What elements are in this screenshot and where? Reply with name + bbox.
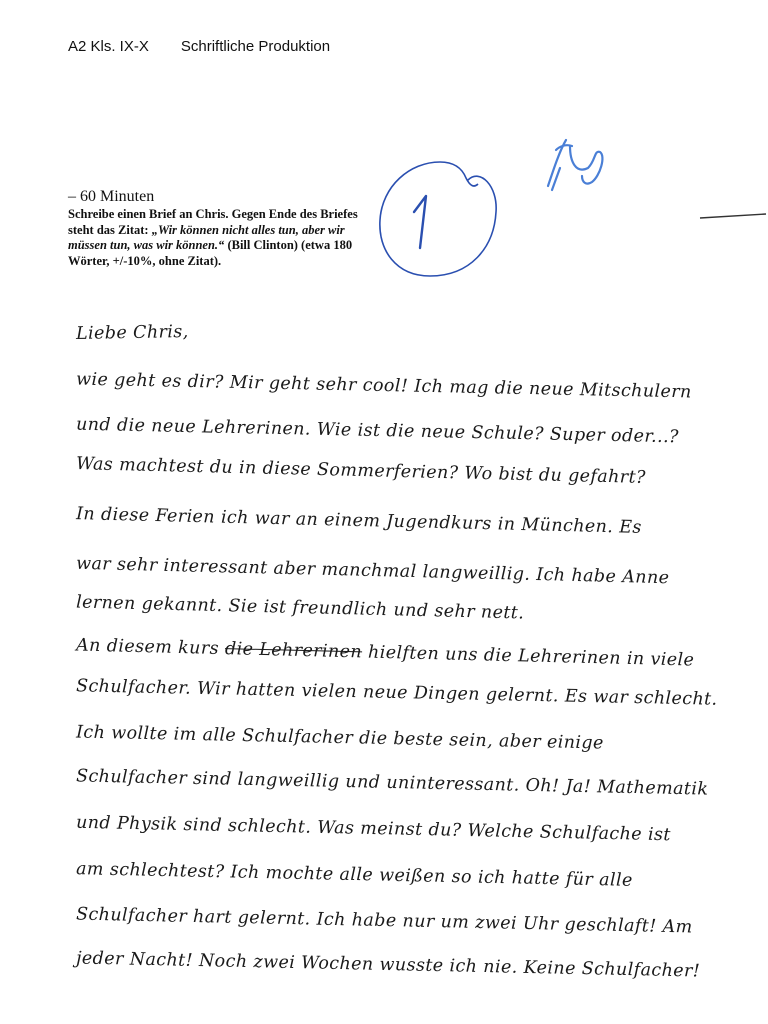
letter-line-14: jeder Nacht! Noch zwei Wochen wusste ich nie. Keine Schulfacher! bbox=[75, 948, 701, 982]
section-label: Schriftliche Produktion bbox=[180, 38, 331, 55]
letter-line-12: am schlechtest? Ich mochte alle weißen so ich hatte für alle bbox=[75, 859, 633, 891]
letter-line-1: wie geht es dir? Mir geht sehr cool! Ich mag die neue Mitschulern bbox=[75, 369, 692, 403]
letter-line-7 bbox=[76, 635, 695, 670]
letter-line-7-rest: hielften uns die Lehrerinen in viele bbox=[367, 642, 695, 671]
letter-line-4: In diese Ferien ich war an einem Jugendkurs in München. Es bbox=[75, 504, 643, 538]
letter-line-13: Schulfacher hart gelernt. Ich habe nur um zwei Uhr geschlaft! Am bbox=[75, 904, 693, 938]
letter-line-2: und die neue Lehrerinen. Wie ist die neue Schule? Super oder...? bbox=[75, 414, 680, 448]
letter-line-11: und Physik sind schlecht. Was meinst du? Welche Schulfache ist bbox=[75, 812, 671, 846]
letter-greeting: Liebe Chris, bbox=[75, 322, 189, 344]
letter-line-6: lernen gekannt. Sie ist freundlich und sehr nett. bbox=[75, 592, 525, 624]
letter-line-5: war sehr interessant aber manchmal langweillig. Ich habe Anne bbox=[75, 553, 670, 589]
task-quote: „Wir können nicht alles tun, aber wir müssen tun, was wir können.“ bbox=[68, 222, 345, 252]
letter-line-9: Ich wollte im alle Schulfacher die beste sein, aber einige bbox=[75, 722, 604, 754]
task-text-after: (Bill Clinton) (etwa 180 Wörter, +/-10%, ohne Zitat). bbox=[68, 238, 353, 268]
letter-line-7-crossed: die Lehrerinen bbox=[224, 639, 363, 663]
task-duration: – 60 Minuten bbox=[68, 188, 155, 205]
letter-line-3: Was machtest du in diese Sommerferien? Wo bist du gefahrt? bbox=[75, 454, 647, 488]
letter-line-7-prefix: An diesem kurs bbox=[75, 635, 220, 659]
level-label: A2 Kls. IX-X bbox=[68, 38, 149, 55]
letter-line-8: Schulfacher. Wir hatten vielen neue Dingen gelernt. Es war schlecht. bbox=[75, 676, 718, 710]
letter-line-10: Schulfacher sind langweillig und uninteressant. Oh! Ja! Mathematik bbox=[75, 766, 709, 800]
task-text-before: Schreibe einen Brief an Chris. Gegen Ende des Briefes steht das Zitat: bbox=[68, 207, 358, 237]
